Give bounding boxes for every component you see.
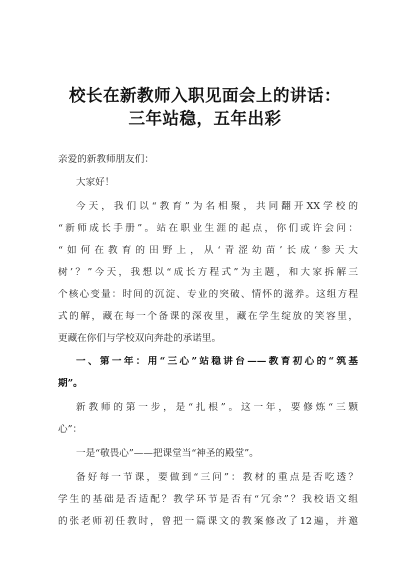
document-title-line-1: 校长在新教师入职见面会上的讲话： (69, 86, 341, 105)
paragraph-line: 新教师的第一步，是“扎根”。这一年，要修炼“三颗 (76, 402, 358, 413)
paragraph-line: 更藏在你们与学校双向奔赴的承诺里。 (58, 333, 222, 344)
paragraph-line: 的张老师初任教时，曾把一篇课文的教案修改了12遍，并邀 (58, 516, 358, 527)
document-title-line-2: 三年站稳，五年出彩 (128, 109, 282, 128)
paragraph-line: 心”： (58, 424, 83, 435)
paragraph-line: 式的解，藏在每一个备课的深夜里，藏在学生绽放的笑容里， (58, 311, 358, 322)
greeting: 大家好！ (76, 177, 115, 188)
section-heading-continued: 期”。 (58, 378, 83, 389)
paragraph-line: “新师成长手册”。站在职业生涯的起点，你们或许会问： (58, 223, 358, 234)
subheading-line: 一是“敬畏心”——把课堂当“神圣的殿堂”。 (76, 448, 259, 459)
salutation: 亲爱的新教师朋友们： (58, 154, 154, 165)
section-heading: 一、第一年：用“三心”站稳讲台——教育初心的“筑基 (76, 356, 358, 367)
paragraph-line: 今天，我们以“教育”为名相聚，共同翻开XX学校的 (76, 201, 358, 212)
paragraph-line: “如何在教育的田野上，从‘青涩幼苗’长成‘参天大 (58, 245, 358, 256)
paragraph-line: 个核心变量：时间的沉淀、专业的突破、情怀的滋养。这组方程 (58, 289, 358, 300)
paragraph-line: 树’？”今天，我想以“成长方程式”为主题，和大家拆解三 (58, 267, 358, 278)
paragraph-line: 备好每一节课，要做到“三问”：教材的重点是否吃透？ (76, 472, 358, 483)
paragraph-line: 学生的基础是否适配？教学环节是否有“冗余”？我校语文组 (58, 494, 358, 505)
